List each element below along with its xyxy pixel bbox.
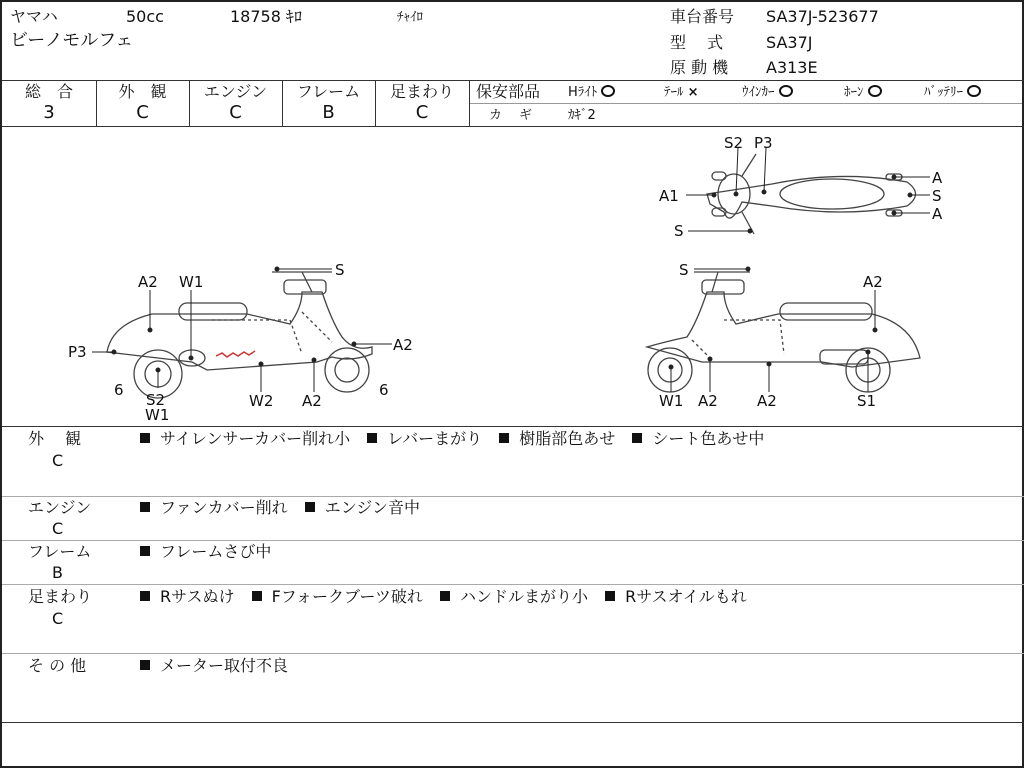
diagram-label: P3 <box>68 343 87 361</box>
diagram-label: A1 <box>659 187 679 205</box>
top-view-seat <box>780 179 884 209</box>
comment-category: 足まわり <box>28 587 93 606</box>
comment-grade: B <box>52 563 63 582</box>
diagram-label: W1 <box>145 406 170 422</box>
diagram-label: A2 <box>138 273 158 291</box>
bullet-icon <box>140 433 150 443</box>
diagram-label: A2 <box>698 392 718 410</box>
diagram-label: S2 <box>724 134 744 152</box>
bullet-icon <box>632 433 642 443</box>
grade-header-total: 総 合 <box>24 82 73 101</box>
comment-items: Rサスぬけ Fフォークブーツ破れ ハンドルまがり小 Rサスオイルもれ <box>140 588 759 606</box>
comment-grade: C <box>52 451 64 470</box>
comment-category: フレーム <box>28 542 92 561</box>
diagram-label: S <box>335 261 345 279</box>
grade-header-frame: フレーム <box>296 82 361 101</box>
model-name: ビーノモルフェ <box>10 30 134 51</box>
divider <box>2 426 1024 427</box>
bullet-icon <box>140 546 150 556</box>
comment-grade: C <box>52 609 64 628</box>
diagram-label: A2 <box>393 336 413 354</box>
key-label: カ ギ <box>489 108 535 123</box>
grade-engine: C <box>229 102 242 123</box>
color: ﾁｬｲﾛ <box>397 10 423 25</box>
frame-no-label: 車台番号 <box>670 7 735 26</box>
comment-grade: C <box>52 519 64 538</box>
grade-exterior: C <box>136 102 149 123</box>
diagram-label: W1 <box>179 273 204 291</box>
damage-mark <box>216 351 255 357</box>
divider <box>2 722 1024 723</box>
right-seat <box>780 303 872 320</box>
grade-frame: B <box>322 102 335 123</box>
damage-diagram <box>2 2 1022 422</box>
diagram-label: A2 <box>863 273 883 291</box>
divider <box>2 584 1024 585</box>
key-value: ｶｷﾞ2 <box>568 108 596 123</box>
diagram-label: S2 <box>146 391 166 409</box>
comment-category: エンジン <box>28 498 92 517</box>
grade-header-exterior: 外 観 <box>118 82 167 101</box>
comment-category: そ の 他 <box>28 656 87 675</box>
divider <box>2 540 1024 541</box>
safety-label: 保安部品 <box>476 82 541 101</box>
maker: ヤマハ <box>10 7 58 26</box>
frame-no: SA37J-523677 <box>766 7 879 26</box>
displacement: 50cc <box>126 7 164 26</box>
grade-suspension: C <box>415 102 429 123</box>
bullet-icon <box>140 660 150 670</box>
diagram-label: A2 <box>757 392 777 410</box>
bullet-icon <box>605 591 615 601</box>
diagram-label: P3 <box>754 134 773 152</box>
type-value: SA37J <box>766 33 813 52</box>
bullet-icon <box>140 502 150 512</box>
left-front-wheel <box>325 348 369 392</box>
bullet-icon <box>440 591 450 601</box>
diagram-label: S1 <box>857 392 877 410</box>
diagram-label: 6 <box>379 381 389 399</box>
divider <box>2 496 1024 497</box>
grade-header-suspension: 足まわり <box>389 82 454 101</box>
right-body <box>647 292 920 367</box>
left-seat <box>179 303 247 320</box>
engine-label: 原 動 機 <box>670 58 729 77</box>
bullet-icon <box>367 433 377 443</box>
divider <box>2 653 1024 654</box>
bullet-icon <box>140 591 150 601</box>
diagram-label: W2 <box>249 392 274 410</box>
bullet-icon <box>499 433 509 443</box>
engine-value: A313E <box>766 58 818 77</box>
safety-item-horn: ﾎｰﾝ <box>844 84 882 102</box>
grade-total: 3 <box>43 102 55 123</box>
comment-category: 外 観 <box>28 429 82 448</box>
left-body <box>107 292 372 370</box>
diagram-label: A2 <box>302 392 322 410</box>
grade-header-engine: エンジン <box>203 82 268 101</box>
bullet-icon <box>305 502 315 512</box>
safety-item-headlight: Hﾗｲﾄ <box>568 84 615 102</box>
diagram-label: S <box>679 261 689 279</box>
safety-item-tail: ﾃｰﾙ × <box>664 85 699 100</box>
safety-item-battery: ﾊﾞｯﾃﾘｰ <box>924 84 981 102</box>
diagram-label: 6 <box>114 381 124 399</box>
diagram-label: A <box>932 169 943 187</box>
comment-items: フレームさび中 <box>140 543 283 561</box>
top-view-body-outline <box>707 176 916 218</box>
comment-items: ファンカバー削れ エンジン音中 <box>140 499 432 517</box>
comment-items: メーター取付不良 <box>140 657 300 675</box>
diagram-label: S <box>674 222 684 240</box>
diagram-label: A <box>932 205 943 223</box>
diagram-label: W1 <box>659 392 684 410</box>
diagram-label: S <box>932 187 942 205</box>
right-front-wheel <box>648 348 692 392</box>
type-label: 型 式 <box>670 33 724 52</box>
comment-items: サイレンサーカバー削れ小 レバーまがり 樹脂部色あせ シート色あせ中 <box>140 430 776 448</box>
bullet-icon <box>252 591 262 601</box>
ng-mark-icon: × <box>687 85 699 100</box>
safety-item-winker: ｳｲﾝｶｰ <box>742 84 793 102</box>
mileage: 18758 ｷﾛ <box>230 7 302 26</box>
